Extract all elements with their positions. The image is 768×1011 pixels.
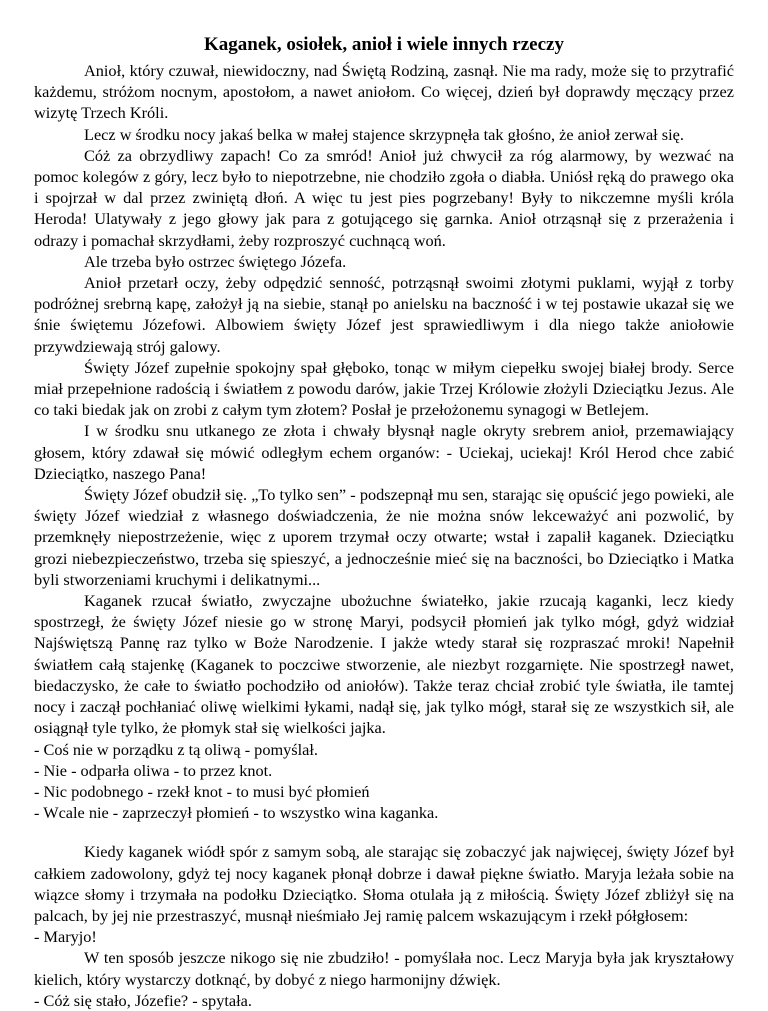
- paragraph: Cóż za obrzydliwy zapach! Co za smród! Anioł już chwycił za róg alarmowy, by wezwać na pomoc kolegów z góry, lecz było to niepotrzebne, nie chodziło zgoła o diabła. Uniósł ręką do prawego oka i spojrzał w dal przez zwiniętą dłoń. A więc tu jest pies pogrzebany! Były to nikczemne myśli króla Heroda! Ulatywały z jego głowy jak para z gotującego się garnka. Anioł otrząsnął się z przerażenia i odrazy i pomachał skrzydłami, żeby rozproszyć cuchnącą woń.: [34, 145, 734, 250]
- paragraph: Lecz w środku nocy jakaś belka w małej stajence skrzypnęła tak głośno, że anioł zerwał się.: [84, 124, 684, 144]
- story-part-2: [34, 841, 734, 1011]
- dialog-line: - Nic podobnego - rzekł knot - to musi być płomień: [34, 781, 370, 801]
- paragraph: Kiedy kaganek wiódł spór z samym sobą, ale starając się zobaczyć jak najwięcej, święty Józef był całkiem zadowolony, gdyż tej nocy kaganek płonął dobrze i dawał piękne światło. Maryja leżała sobie na wiązce słomy i trzymała na podołku Dzieciątko. Słoma otulała ją z miłością. Święty Józef zbliżył się na palcach, by jej nie przestraszyć, musnął nieśmiało Jej ramię palcem wskazującym i rzekł półgłosem:: [34, 842, 734, 925]
- dialog-line: - Wcale nie - zaprzeczył płomień - to wszystko wina kaganka.: [34, 803, 439, 823]
- paragraph: Anioł, który czuwał, niewidoczny, nad Świętą Rodziną, zasnął. Nie ma rady, może się to przytrafić każdemu, stróżom nocnym, apostołom, a nawet aniołom. Co więcej, dzień był doprawdy męczący przez wizytę Trzech Króli.: [34, 61, 734, 123]
- dialog-line: - Coś nie w porządku z tą oliwą - pomyślał.: [34, 739, 318, 759]
- section-gap: [34, 823, 734, 841]
- dialog-line: - Maryjo!: [34, 927, 97, 947]
- story-part-1: [34, 60, 734, 823]
- story-body: [34, 60, 734, 1011]
- page-title: Kaganek, osiołek, anioł i wiele innych rzeczy: [204, 34, 564, 55]
- paragraph: Ale trzeba było ostrzec świętego Józefa.: [84, 251, 347, 271]
- dialog-line: - Cóż się stało, Józefie? - spytała.: [34, 990, 252, 1010]
- paragraph: Kaganek rzucał światło, zwyczajne ubożuchne światełko, jakie rzucają kaganki, lecz kiedy spostrzegł, że święty Józef niesie go w stronę Maryi, podsycił płomień jak tylko mógł, gdyż widział Najświętszą Pannę raz tylko w Boże Narodzenie. I jakże wtedy starał się rozpraszać mroki! Napełnił światłem całą stajenkę (Kaganek to poczciwe stworzenie, ale niezbyt rozgarnięte. Nie spostrzegł nawet, biedaczysko, że całe to światło pochodziło od aniołów). Także teraz chciał zrobić tyle światła, ile tamtej nocy i zaczął pochłaniać oliwę wielkimi łykami, nadął się, jak tylko mógł, starał się ze wszystkich sił, ale osiągnął tyle tylko, że płomyk stał się wielkości jajka.: [34, 591, 734, 738]
- paragraph: Święty Józef zupełnie spokojny spał głęboko, tonąc w miłym ciepełku swojej białej brody. Serce miał przepełnione radością i światłem z powodu darów, jakie Trzej Królowie złożyli Dzieciątku Jezus. Ale co taki biedak jak on zrobi z całym tym złotem? Posłał je przełożonemu synagogi w Betlejem.: [34, 357, 734, 420]
- paragraph: Anioł przetarł oczy, żeby odpędzić senność, potrząsnął swoimi złotymi puklami, wyjął z torby podróżnej srebrną kapę, założył ją na siebie, stanął po anielsku na baczność i w tej postawie ukazał się we śnie świętemu Józefowi. Albowiem święty Józef jest sprawiedliwym i dla niego także aniołowie przywdziewają strój galowy.: [34, 273, 734, 356]
- paragraph: W ten sposób jeszcze nikogo się nie zbudziło! - pomyślała noc. Lecz Maryja była jak kryształowy kielich, który wystarczy dotknąć, by dobyć z niego harmonijny dźwięk.: [34, 948, 734, 989]
- paragraph: I w środku snu utkanego ze złota i chwały błysnął nagle okryty srebrem anioł, przemawiający głosem, który zdawał się mówić odległym echem organów: - Uciekaj, uciekaj! Król Herod chce zabić Dzieciątko, naszego Pana!: [34, 421, 734, 483]
- dialog-line: - Nie - odparła oliwa - to przez knot.: [34, 760, 273, 780]
- paragraph: Święty Józef obudził się. „To tylko sen” - podszepnął mu sen, starając się opuścić jego powieki, ale święty Józef wiedział z własnego doświadczenia, że nie można snów lekceważyć ani pozwolić, by przemknęły niepostrzeżenie, więc z uporem trzymał oczy otwarte; wstał i zapalił kaganek. Dzieciątku grozi niebezpieczeństwo, trzeba się spieszyć, a jednocześnie mieć się na baczności, bo Dzieciątko i Matka byli stworzeniami kruchymi i delikatnymi...: [34, 485, 734, 589]
